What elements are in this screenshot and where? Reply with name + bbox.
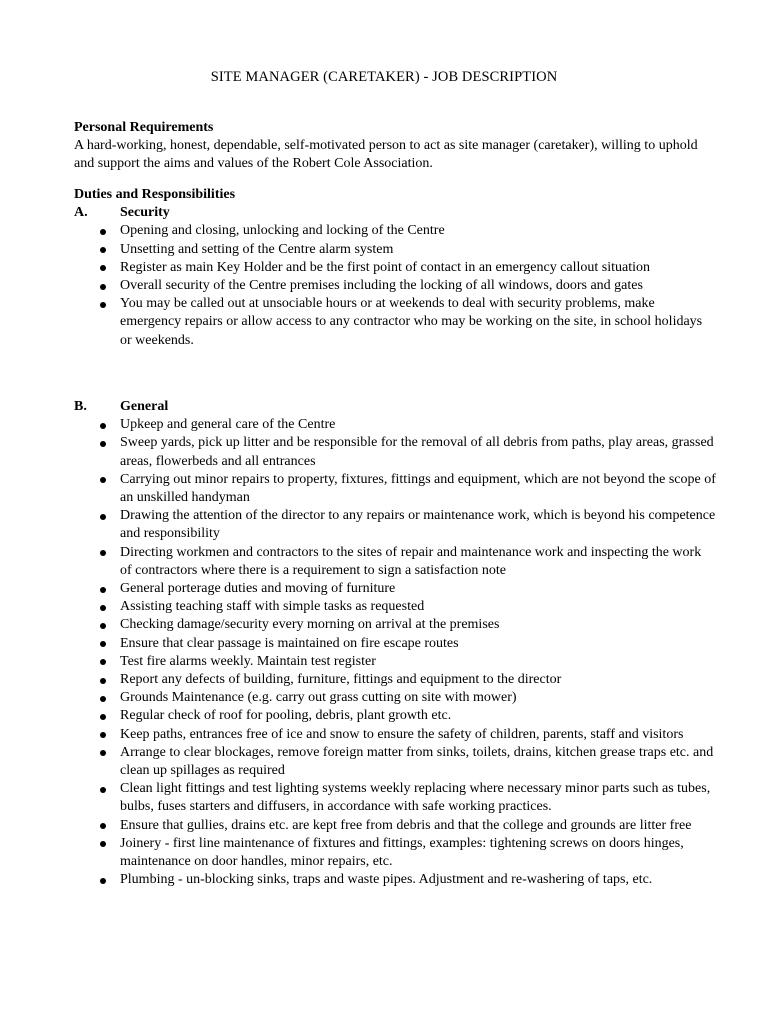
bullet-icon: [100, 587, 106, 593]
list-item-text: Joinery - first line maintenance of fixtures and fittings, examples: tightening screws on doors hinges, maintenance on door handles, minor repairs, etc.: [120, 835, 684, 870]
list-item-text: Upkeep and general care of the Centre: [120, 417, 336, 433]
list-item: [74, 222, 716, 240]
general-section: [74, 398, 714, 889]
duties-heading: Duties and Responsibilities: [74, 187, 236, 202]
general-list: [74, 416, 714, 889]
bullet-icon: [100, 550, 106, 556]
list-item: [74, 671, 716, 689]
bullet-icon: [100, 477, 106, 483]
list-item: [74, 434, 716, 470]
list-item: [74, 744, 716, 780]
list-item: [74, 544, 716, 580]
list-item-text: Grounds Maintenance (e.g. carry out grass cutting on site with mower): [120, 690, 517, 706]
list-item: [74, 295, 716, 350]
list-item-text: Ensure that gullies, drains etc. are kept free from debris and that the college and grounds are litter free: [120, 817, 692, 833]
bullet-icon: [100, 787, 106, 793]
list-item: [74, 871, 716, 889]
general-letter: B.: [74, 399, 87, 414]
duties-section: [74, 186, 714, 350]
list-item-text: Directing workmen and contractors to the sites of repair and maintenance work and inspecting the work of contractors where there is a requirement to sign a satisfaction note: [120, 544, 702, 578]
bullet-icon: [100, 265, 106, 271]
bullet-icon: [100, 841, 106, 847]
list-item-text: Regular check of roof for pooling, debris, plant growth etc.: [120, 708, 452, 724]
list-item-text: Carrying out minor repairs to property, fixtures, fittings and equipment, which are not beyond the scope of an unskilled handyman: [120, 471, 716, 506]
general-heading: General: [120, 399, 169, 414]
list-item-text: Unsetting and setting of the Centre alarm system: [120, 241, 394, 257]
list-item-text: Overall security of the Centre premises including the locking of all windows, doors and gates: [120, 278, 643, 294]
bullet-icon: [100, 229, 106, 235]
bullet-icon: [100, 696, 106, 702]
list-item-text: Report any defects of building, furniture, fittings and equipment to the director: [120, 672, 562, 688]
list-item: [74, 471, 716, 507]
bullet-icon: [100, 623, 106, 629]
list-item: [74, 707, 716, 725]
list-item-text: Assisting teaching staff with simple tasks as requested: [120, 599, 425, 615]
list-item: [74, 416, 716, 434]
security-letter: A.: [74, 205, 88, 221]
list-item: [74, 598, 716, 616]
bullet-icon: [100, 302, 106, 308]
list-item: [74, 616, 716, 634]
personal-requirements-section: [74, 119, 714, 174]
list-item-text: Keep paths, entrances free of ice and snow to ensure the safety of children, parents, staff and visitors: [120, 726, 684, 742]
bullet-icon: [100, 714, 106, 720]
list-item-text: You may be called out at unsociable hours or at weekends to deal with security problems, make emergency repairs or allow access to any contractor who may be working on the site, in school holidays or weekends.: [120, 296, 703, 348]
list-item: [74, 653, 716, 671]
bullet-icon: [100, 878, 106, 884]
security-subheading: [74, 204, 714, 222]
list-item: [74, 259, 716, 277]
bullet-icon: [100, 678, 106, 684]
list-item-text: Plumbing - un-blocking sinks, traps and waste pipes. Adjustment and re-washering of taps, etc.: [120, 872, 653, 888]
bullet-icon: [100, 514, 106, 520]
bullet-icon: [100, 750, 106, 756]
bullet-icon: [100, 284, 106, 290]
list-item: [74, 817, 716, 835]
list-item: [74, 780, 716, 816]
personal-requirements-heading: Personal Requirements: [74, 120, 214, 135]
bullet-icon: [100, 247, 106, 253]
list-item-text: General porterage duties and moving of furniture: [120, 581, 396, 597]
list-item: [74, 689, 716, 707]
list-item-text: Arrange to clear blockages, remove foreign matter from sinks, toilets, drains, kitchen grease traps etc. and clean up spillages as required: [120, 744, 714, 779]
bullet-icon: [100, 641, 106, 647]
general-subheading: [74, 398, 714, 416]
document-title: SITE MANAGER (CARETAKER) - JOB DESCRIPTION: [210, 69, 558, 85]
list-item-text: Clean light fittings and test lighting systems weekly replacing where necessary minor parts such as tubes, bulbs, fuses starters and diffusers, in accordance with safe working practices.: [120, 781, 711, 815]
list-item-text: Register as main Key Holder and be the first point of contact in an emergency callout situation: [120, 259, 651, 275]
bullet-icon: [100, 605, 106, 611]
bullet-icon: [100, 659, 106, 665]
list-item-text: Checking damage/security every morning on arrival at the premises: [120, 617, 500, 633]
bullet-icon: [100, 423, 106, 429]
list-item: [74, 241, 716, 259]
security-heading: Security: [120, 205, 170, 221]
personal-requirements-text: A hard-working, honest, dependable, self-motivated person to act as site manager (caretaker), willing to uphold and support the aims and values of the Robert Cole Association.: [74, 138, 698, 172]
security-list: [74, 222, 714, 349]
bullet-icon: [100, 732, 106, 738]
list-item: [74, 635, 716, 653]
list-item-text: Test fire alarms weekly. Maintain test register: [120, 653, 376, 669]
list-item: [74, 835, 716, 871]
list-item: [74, 277, 716, 295]
list-item: [74, 726, 716, 744]
bullet-icon: [100, 441, 106, 447]
list-item-text: Ensure that clear passage is maintained on fire escape routes: [120, 635, 459, 651]
list-item-text: Sweep yards, pick up litter and be responsible for the removal of all debris from paths, play areas, grassed areas, flowerbeds and all entrances: [120, 435, 714, 469]
list-item-text: Drawing the attention of the director to any repairs or maintenance work, which is beyond his competence and responsibility: [120, 508, 716, 542]
bullet-icon: [100, 823, 106, 829]
list-item: [74, 580, 716, 598]
list-item: [74, 507, 716, 543]
list-item-text: Opening and closing, unlocking and locking of the Centre: [120, 223, 445, 239]
